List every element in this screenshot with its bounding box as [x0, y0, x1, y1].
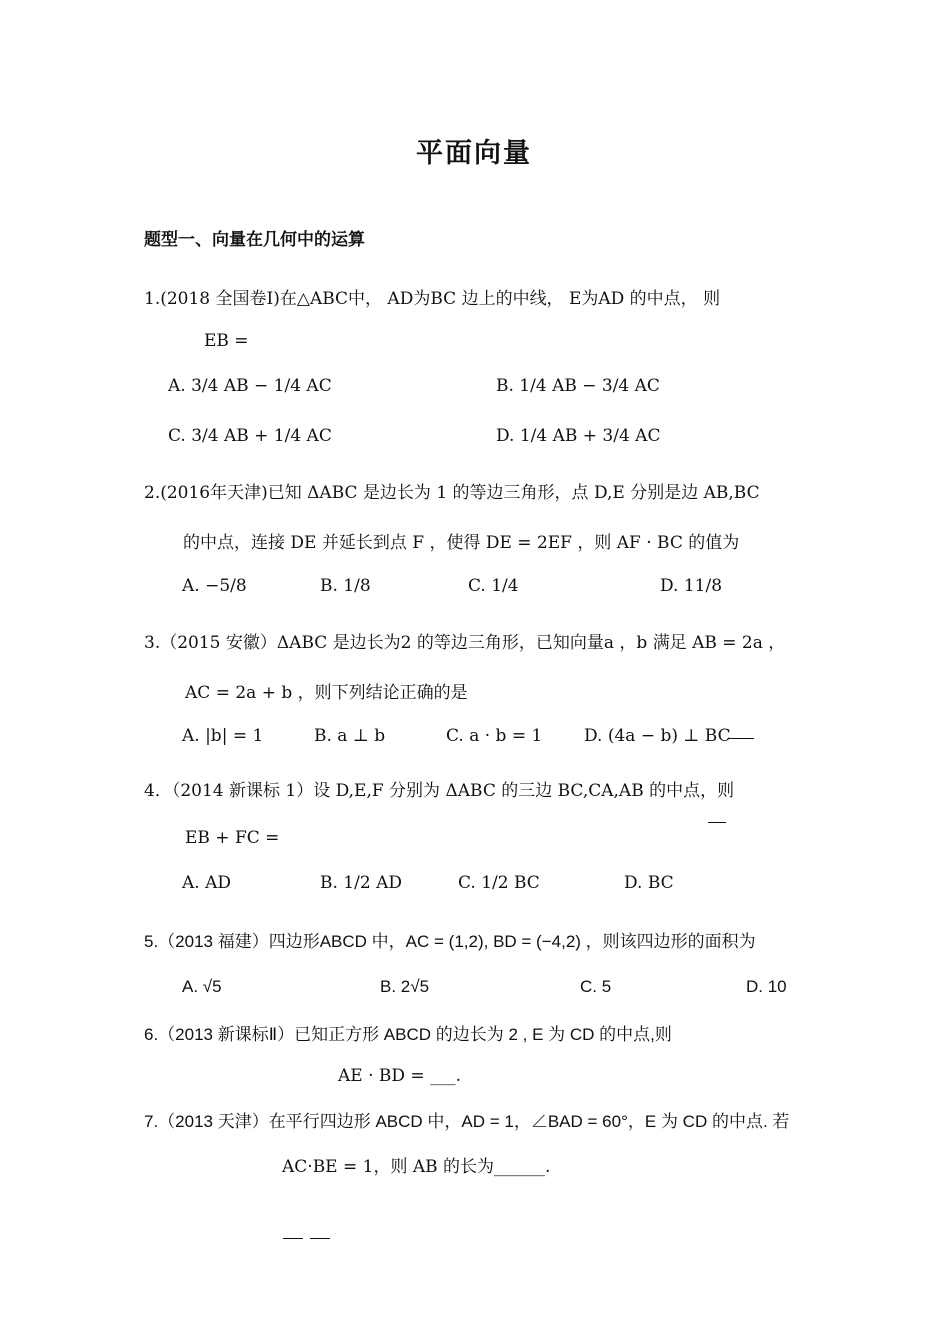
question-2-stem-1: 2.(2016年天津)已知 ΔABC 是边长为 1 的等边三角形，点 D,E 分别是边 AB,BC — [144, 483, 760, 503]
question-5-stem: 5.（2013 福建）四边形ABCD 中，AC = (1,2), BD = (−4,2) ，则该四边形的面积为 — [144, 932, 756, 951]
question-1-stem: 1.(2018 全国卷Ⅰ)在△ABC中， AD为BC 边上的中线， E为AD 的中点， 则 — [144, 289, 721, 309]
q1-option-d[interactable]: D. 1/4 AB + 3/4 AC — [496, 426, 661, 446]
q5-option-a[interactable]: A. √5 — [182, 977, 222, 996]
stray-mark — [310, 1238, 330, 1239]
q1-option-b[interactable]: B. 1/4 AB − 3/4 AC — [496, 376, 660, 396]
q2-option-a[interactable]: A. −5/8 — [182, 576, 247, 596]
q2-option-d[interactable]: D. 11/8 — [660, 576, 723, 596]
q4-option-c[interactable]: C. 1/2 BC — [458, 873, 540, 893]
q2-option-b[interactable]: B. 1/8 — [320, 576, 371, 596]
stray-mark — [283, 1238, 303, 1239]
q3-option-a[interactable]: A. |b| = 1 — [182, 726, 264, 746]
question-3-stem-2: AC = 2a + b ，则下列结论正确的是 — [185, 683, 468, 703]
q1-option-c[interactable]: C. 3/4 AB + 1/4 AC — [168, 426, 332, 446]
question-6-stem: 6.（2013 新课标Ⅱ）已知正方形 ABCD 的边长为 2 , E 为 CD 的中点,则 — [144, 1025, 672, 1044]
question-4-stem: 4．（2014 新课标 1）设 D,E,F 分别为 ΔABC 的三边 BC,CA,AB 的中点，则 — [144, 781, 735, 801]
q4-option-b[interactable]: B. 1/2 AD — [320, 873, 402, 893]
q3-option-b[interactable]: B. a ⊥ b — [314, 726, 386, 746]
q2-option-c[interactable]: C. 1/4 — [468, 576, 519, 596]
stray-mark — [708, 822, 726, 823]
question-1 — [144, 284, 814, 309]
q4-option-d[interactable]: D. BC — [624, 873, 674, 893]
question-7-stem: 7.（2013 天津）在平行四边形 ABCD 中，AD = 1，∠BAD = 60°，E 为 CD 的中点. 若 — [144, 1112, 790, 1131]
page-title: 平面向量 — [416, 138, 532, 169]
question-3-stem-1: 3.（2015 安徽）ΔABC 是边长为2 的等边三角形，已知向量a ，b 满足 AB = 2a ， — [144, 633, 786, 653]
question-1-expr: EB = — [204, 331, 249, 351]
q3-option-d[interactable]: D. (4a − b) ⊥ BC — [584, 726, 731, 746]
stray-mark — [728, 738, 754, 739]
q5-option-b[interactable]: B. 2√5 — [380, 977, 430, 996]
question-4-expr: EB + FC = — [185, 828, 280, 848]
q5-option-c[interactable]: C. 5 — [580, 977, 612, 996]
question-2-stem-2: 的中点，连接 DE 并延长到点 F ，使得 DE = 2EF ，则 AF · BC 的值为 — [183, 533, 740, 553]
question-6-expr: AE · BD = ___. — [338, 1066, 461, 1086]
q3-option-c[interactable]: C. a · b = 1 — [446, 726, 543, 746]
q4-option-a[interactable]: A. AD — [182, 873, 231, 893]
question-7-expr: AC·BE = 1，则 AB 的长为______. — [282, 1157, 551, 1177]
q5-option-d[interactable]: D. 10 — [746, 977, 787, 996]
q1-option-a[interactable]: A. 3/4 AB − 1/4 AC — [168, 376, 332, 396]
section-heading: 题型一、向量在几何中的运算 — [144, 230, 365, 250]
